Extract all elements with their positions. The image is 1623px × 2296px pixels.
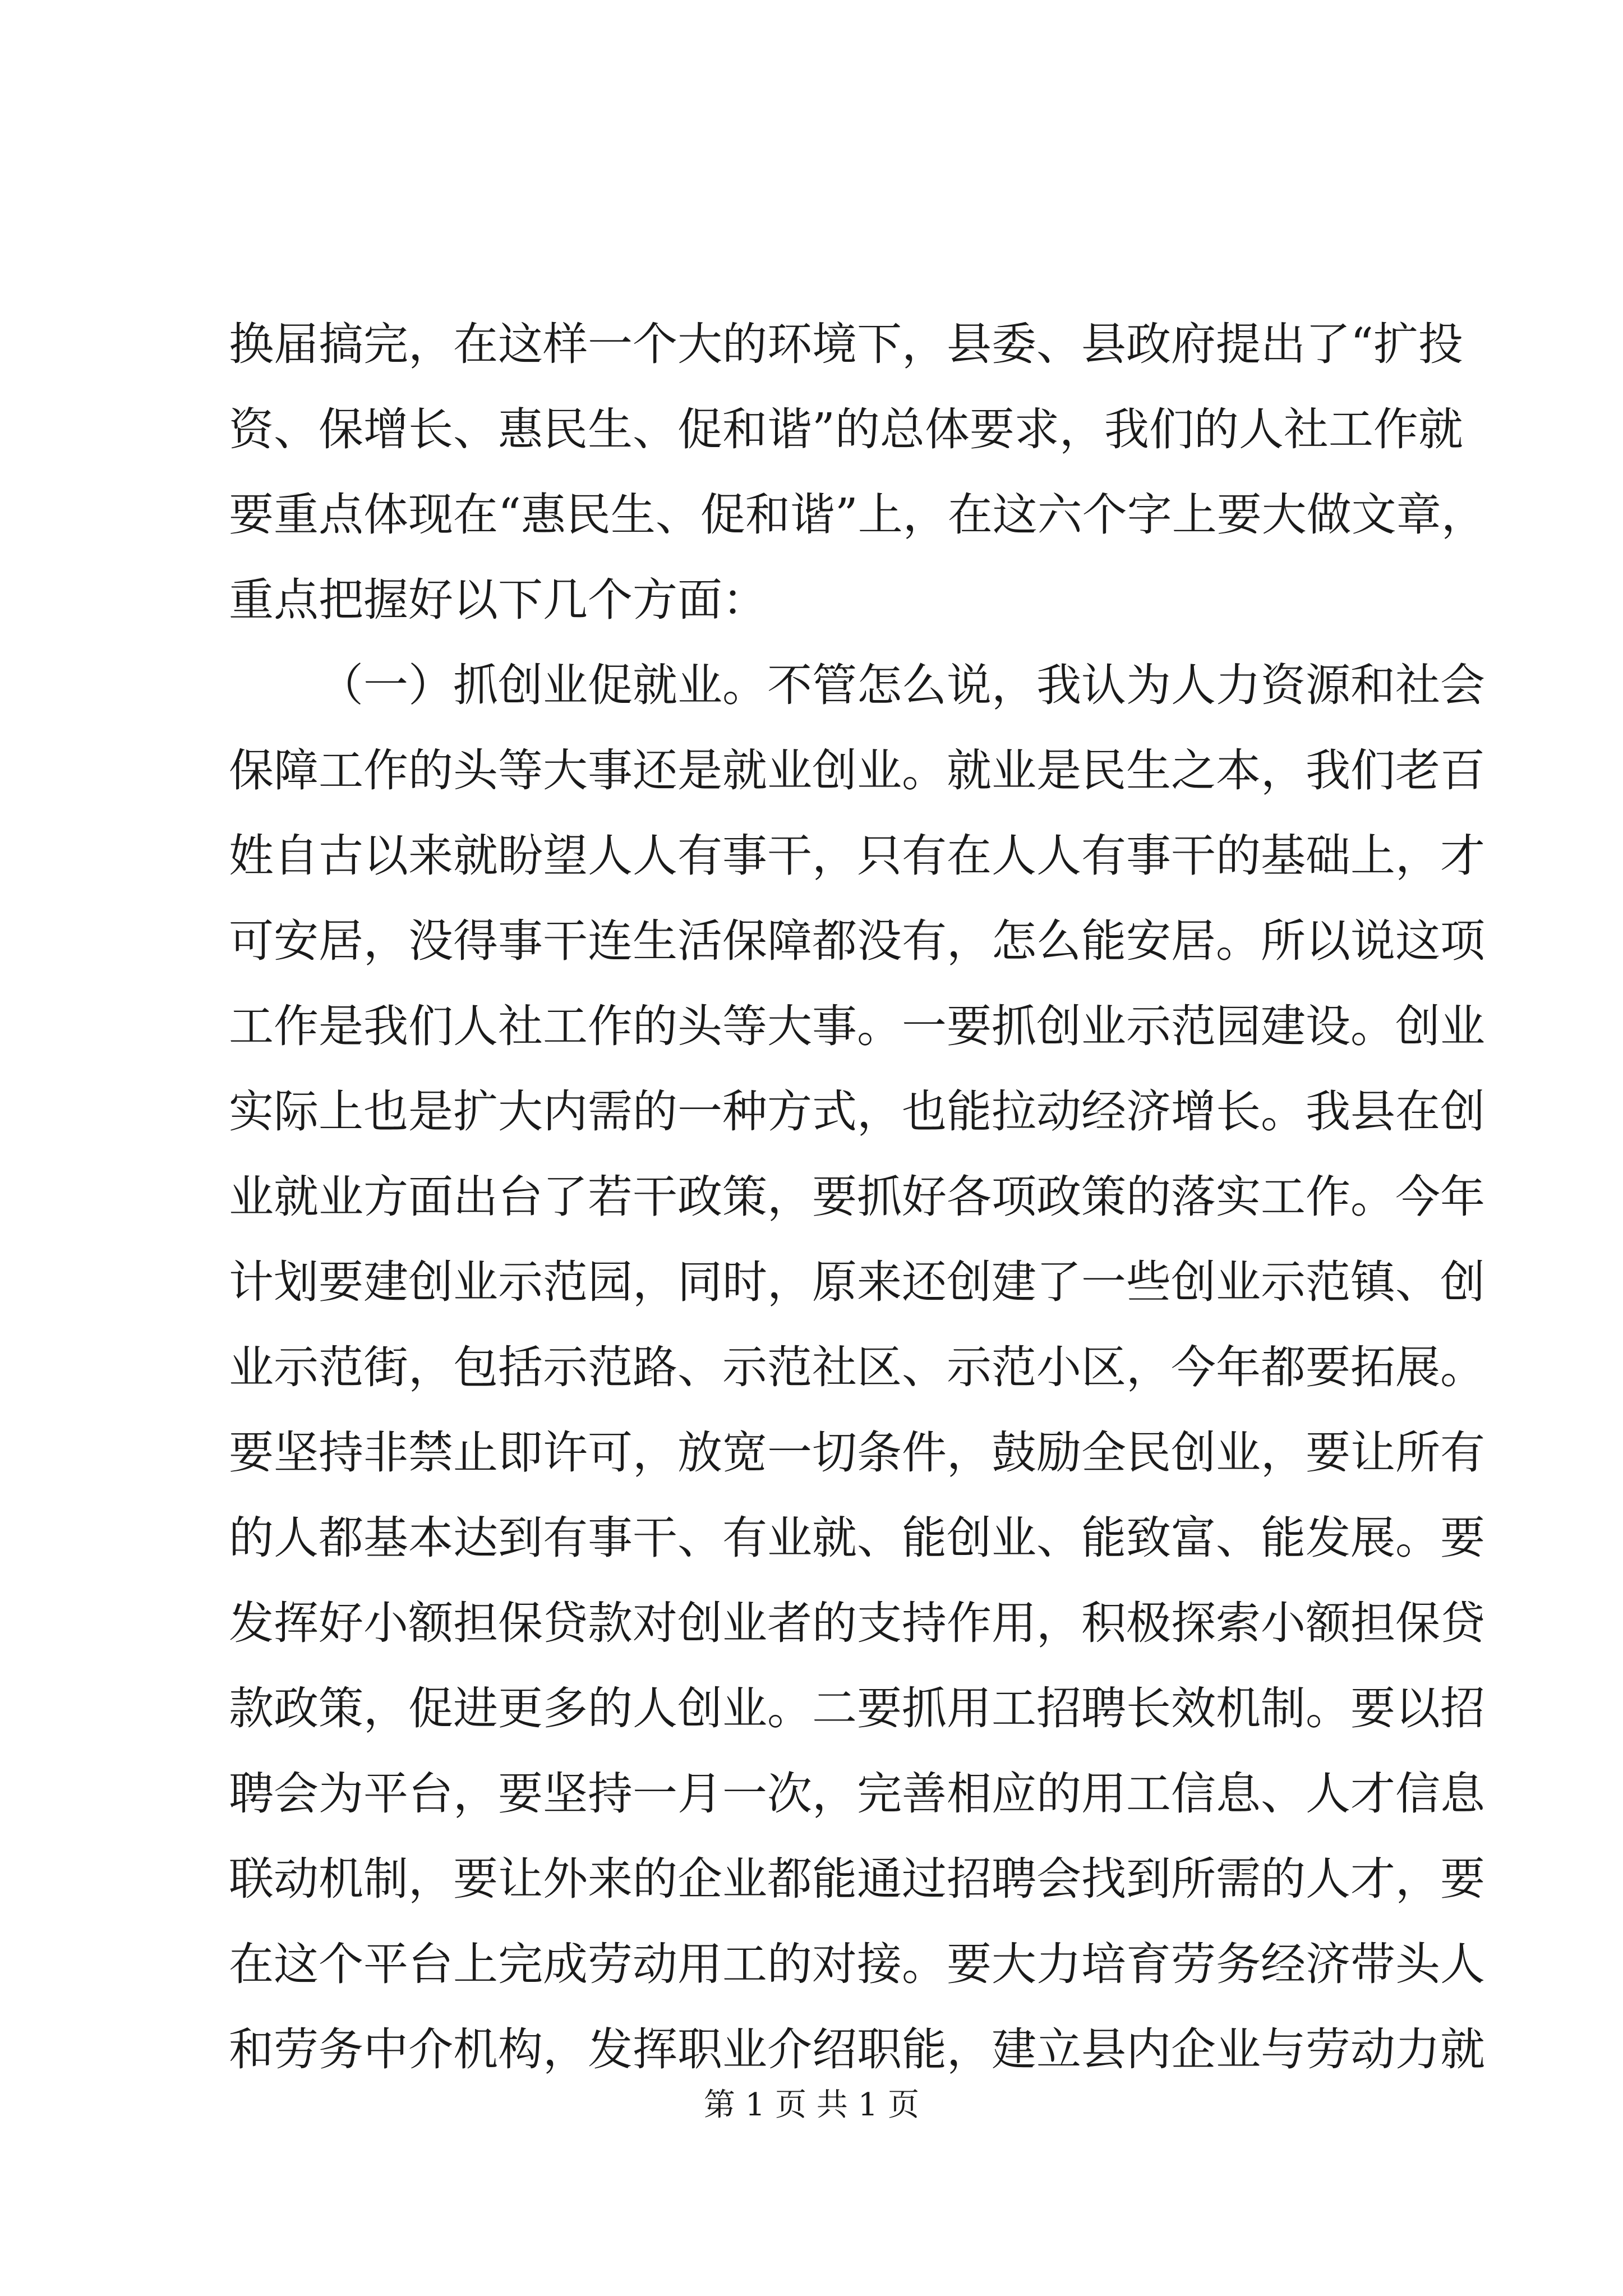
text-line: 计划要建创业示范园，同时，原来还创建了一些创业示范镇、创	[229, 1256, 1485, 1308]
text-line: 可安居，没得事干连生活保障都没有，怎么能安居。所以说这项	[229, 915, 1485, 967]
text-line: 工作是我们人社工作的头等大事。一要抓创业示范园建设。创业	[229, 1000, 1485, 1052]
text-line: 重点把握好以下几个方面：	[229, 574, 767, 626]
text-line: 的人都基本达到有事干、有业就、能创业、能致富、能发展。要	[229, 1512, 1485, 1564]
text-line: 款政策，促进更多的人创业。二要抓用工招聘长效机制。要以招	[229, 1682, 1485, 1734]
page-number-footer: 第 1 页 共 1 页	[703, 2087, 920, 2123]
text-line: 发挥好小额担保贷款对创业者的支持作用，积极探索小额担保贷	[229, 1597, 1485, 1649]
section-heading-line: （一）抓创业促就业。不管怎么说，我认为人力资源和社会	[319, 659, 1485, 711]
text-line: 和劳务中介机构，发挥职业介绍职能，建立县内企业与劳动力就	[229, 2023, 1485, 2076]
text-line: 保障工作的头等大事还是就业创业。就业是民生之本，我们老百	[229, 744, 1485, 797]
text-line: 资、保增长、惠民生、促和谐”的总体要求，我们的人社工作就	[229, 403, 1463, 455]
text-line: 要重点体现在“惠民生、促和谐”上，在这六个字上要大做文章，	[229, 489, 1486, 541]
text-line: 联动机制，要让外来的企业都能通过招聘会找到所需的人才，要	[229, 1853, 1485, 1905]
text-line: 换届搞完，在这样一个大的环境下，县委、县政府提出了“扩投	[229, 318, 1463, 370]
text-line: 在这个平台上完成劳动用工的对接。要大力培育劳务经济带头人	[229, 1938, 1485, 1990]
text-line: 要坚持非禁止即许可，放宽一切条件，鼓励全民创业，要让所有	[229, 1427, 1485, 1479]
text-line: 姓自古以来就盼望人人有事干，只有在人人有事干的基础上，才	[229, 830, 1485, 882]
text-line: 业就业方面出台了若干政策，要抓好各项政策的落实工作。今年	[229, 1171, 1485, 1223]
text-line: 业示范街，包括示范路、示范社区、示范小区，今年都要拓展。	[229, 1341, 1485, 1393]
text-line: 聘会为平台，要坚持一月一次，完善相应的用工信息、人才信息	[229, 1768, 1485, 1820]
body-text	[229, 302, 1486, 2092]
text-line: 实际上也是扩大内需的一种方式，也能拉动经济增长。我县在创	[229, 1085, 1485, 1138]
